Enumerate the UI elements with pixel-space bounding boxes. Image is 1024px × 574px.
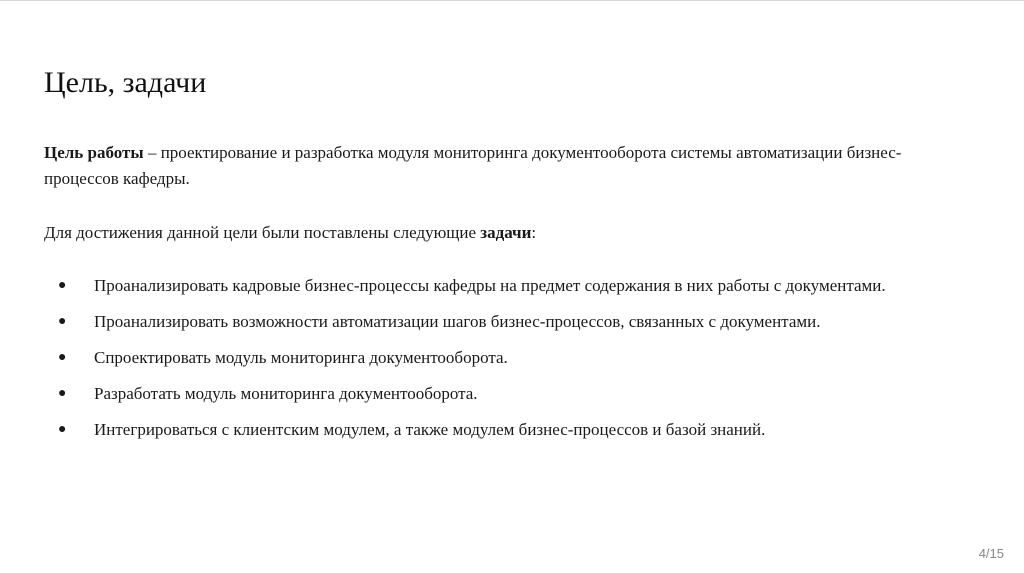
task-item [44, 340, 980, 376]
slide-title: Цель, задачи [44, 66, 207, 99]
task-item [44, 376, 980, 412]
task-list [44, 268, 980, 448]
task-item [44, 268, 980, 304]
goal-label: Цель работы [44, 143, 144, 162]
bullet-icon: ● [58, 314, 67, 329]
bullet-icon: ● [58, 350, 67, 365]
task-text: Проанализировать возможности автоматизации шагов бизнес-процессов, связанных с документами. [94, 312, 821, 331]
bullet-icon: ● [58, 386, 67, 401]
bullet-icon: ● [58, 278, 67, 293]
task-text: Интегрироваться с клиентским модулем, а также модулем бизнес-процессов и базой знаний. [94, 420, 766, 439]
tasks-intro-prefix: Для достижения данной цели были поставлены следующие [44, 223, 481, 242]
goal-text: – проектирование и разработка модуля мониторинга документооборота системы автоматизации бизнес-процессов кафедры. [44, 143, 902, 188]
tasks-intro-suffix: : [531, 223, 537, 242]
bullet-icon: ● [58, 422, 67, 437]
tasks-intro-bold: задачи [480, 223, 532, 242]
task-text: Проанализировать кадровые бизнес-процессы кафедры на предмет содержания в них работы с документами. [94, 276, 886, 295]
tasks-intro [44, 220, 536, 246]
task-item [44, 304, 980, 340]
goal-paragraph [44, 140, 944, 192]
task-text: Спроектировать модуль мониторинга документооборота. [94, 348, 508, 367]
page-number: 4/15 [978, 546, 1004, 561]
task-text: Разработать модуль мониторинга документооборота. [94, 384, 478, 403]
task-item [44, 412, 980, 448]
